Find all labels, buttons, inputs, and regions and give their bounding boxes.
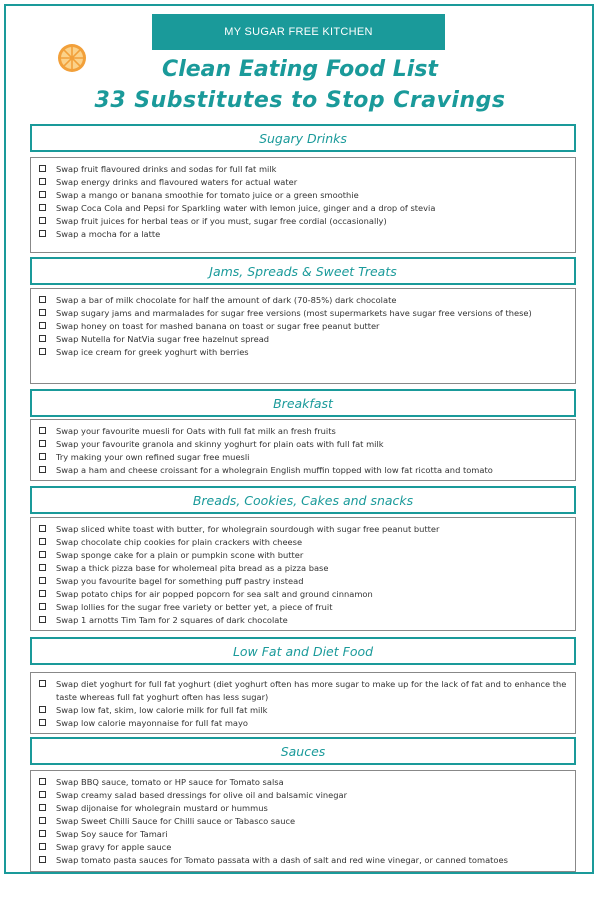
list-item: Swap your favourite muesli for Oats with full fat milk an fresh fruits (37, 425, 569, 438)
section-header-sauces: Sauces (30, 737, 576, 765)
checkbox-icon[interactable] (39, 719, 46, 726)
checkbox-icon[interactable] (39, 603, 46, 610)
checkbox-icon[interactable] (39, 817, 46, 824)
list-item: Swap your favourite granola and skinny yoghurt for plain oats with full fat milk (37, 438, 569, 451)
checkbox-icon[interactable] (39, 322, 46, 329)
checkbox-icon[interactable] (39, 165, 46, 172)
checkbox-icon[interactable] (39, 178, 46, 185)
checkbox-icon[interactable] (39, 296, 46, 303)
checkbox-icon[interactable] (39, 804, 46, 811)
list-item: Swap Soy sauce for Tamari (37, 828, 569, 841)
list-item: Swap energy drinks and flavoured waters for actual water (37, 176, 569, 189)
list-item: Swap fruit flavoured drinks and sodas for full fat milk (37, 163, 569, 176)
section-header-breakfast: Breakfast (30, 389, 576, 417)
list-item: Swap 1 arnotts Tim Tam for 2 squares of dark chocolate (37, 614, 569, 627)
list-item: Swap Coca Cola and Pepsi for Sparkling water with lemon juice, ginger and a drop of stevia (37, 202, 569, 215)
list-item: Swap a thick pizza base for wholemeal pita bread as a pizza base (37, 562, 569, 575)
checkbox-icon[interactable] (39, 830, 46, 837)
checkbox-icon[interactable] (39, 466, 46, 473)
list-item: Swap sugary jams and marmalades for sugar free versions (most supermarkets have sugar free versions of these) (37, 307, 569, 320)
page-title: Clean Eating Food List (162, 57, 438, 82)
checkbox-icon[interactable] (39, 525, 46, 532)
list-item: Swap a bar of milk chocolate for half the amount of dark (70-85%) dark chocolate (37, 294, 569, 307)
checkbox-icon[interactable] (39, 843, 46, 850)
list-item: Swap creamy salad based dressings for olive oil and balsamic vinegar (37, 789, 569, 802)
checkbox-icon[interactable] (39, 856, 46, 863)
checkbox-icon[interactable] (39, 538, 46, 545)
list-item: Swap fruit juices for herbal teas or if you must, sugar free cordial (occasionally) (37, 215, 569, 228)
section-list-low-fat (30, 672, 576, 734)
list-item: Swap low fat, skim, low calorie milk for full fat milk (37, 704, 569, 717)
list-item: Swap Sweet Chilli Sauce for Chilli sauce or Tabasco sauce (37, 815, 569, 828)
list-item: Swap low calorie mayonnaise for full fat mayo (37, 717, 569, 730)
section-list-sugary-drinks (30, 157, 576, 253)
checkbox-icon[interactable] (39, 230, 46, 237)
section-header-jams-spreads: Jams, Spreads & Sweet Treats (30, 257, 576, 285)
checkbox-icon[interactable] (39, 348, 46, 355)
brand-banner: MY SUGAR FREE KITCHEN (152, 14, 445, 50)
checkbox-icon[interactable] (39, 680, 46, 687)
list-item: Swap diet yoghurt for full fat yoghurt (diet yoghurt often has more sugar to make up for the lack of fat and to enhance the taste whereas full fat yoghurt often has less sugar) (37, 678, 569, 704)
checkbox-icon[interactable] (39, 453, 46, 460)
list-item: Swap Nutella for NatVia sugar free hazelnut spread (37, 333, 569, 346)
section-list-breads-cookies (30, 517, 576, 631)
checkbox-icon[interactable] (39, 427, 46, 434)
list-item: Swap dijonaise for wholegrain mustard or hummus (37, 802, 569, 815)
checkbox-icon[interactable] (39, 551, 46, 558)
list-item: Swap tomato pasta sauces for Tomato passata with a dash of salt and red wine vinegar, or canned tomatoes (37, 854, 569, 867)
list-item: Swap sliced white toast with butter, for wholegrain sourdough with sugar free peanut butter (37, 523, 569, 536)
list-item: Swap sponge cake for a plain or pumpkin scone with butter (37, 549, 569, 562)
list-item: Try making your own refined sugar free muesli (37, 451, 569, 464)
checkbox-icon[interactable] (39, 217, 46, 224)
section-header-sugary-drinks: Sugary Drinks (30, 124, 576, 152)
section-header-low-fat: Low Fat and Diet Food (30, 637, 576, 665)
list-item: Swap chocolate chip cookies for plain crackers with cheese (37, 536, 569, 549)
list-item: Swap a mango or banana smoothie for tomato juice or a green smoothie (37, 189, 569, 202)
checkbox-icon[interactable] (39, 616, 46, 623)
checkbox-icon[interactable] (39, 778, 46, 785)
checkbox-icon[interactable] (39, 440, 46, 447)
list-item: Swap honey on toast for mashed banana on toast or sugar free peanut butter (37, 320, 569, 333)
checkbox-icon[interactable] (39, 706, 46, 713)
checkbox-icon[interactable] (39, 564, 46, 571)
section-header-breads-cookies: Breads, Cookies, Cakes and snacks (30, 486, 576, 514)
page-subtitle: 33 Substitutes to Stop Cravings (94, 88, 506, 113)
section-list-breakfast (30, 419, 576, 481)
list-item: Swap gravy for apple sauce (37, 841, 569, 854)
list-item: Swap you favourite bagel for something puff pastry instead (37, 575, 569, 588)
list-item: Swap lollies for the sugar free variety or better yet, a piece of fruit (37, 601, 569, 614)
checkbox-icon[interactable] (39, 590, 46, 597)
checkbox-icon[interactable] (39, 309, 46, 316)
list-item: Swap potato chips for air popped popcorn for sea salt and ground cinnamon (37, 588, 569, 601)
list-item: Swap BBQ sauce, tomato or HP sauce for Tomato salsa (37, 776, 569, 789)
checkbox-icon[interactable] (39, 791, 46, 798)
list-item: Swap ice cream for greek yoghurt with berries (37, 346, 569, 359)
checkbox-icon[interactable] (39, 335, 46, 342)
section-list-jams-spreads (30, 288, 576, 384)
checkbox-icon[interactable] (39, 577, 46, 584)
checkbox-icon[interactable] (39, 191, 46, 198)
list-item: Swap a mocha for a latte (37, 228, 569, 241)
list-item: Swap a ham and cheese croissant for a wholegrain English muffin topped with low fat ricotta and tomato (37, 464, 569, 477)
checkbox-icon[interactable] (39, 204, 46, 211)
section-list-sauces (30, 770, 576, 872)
